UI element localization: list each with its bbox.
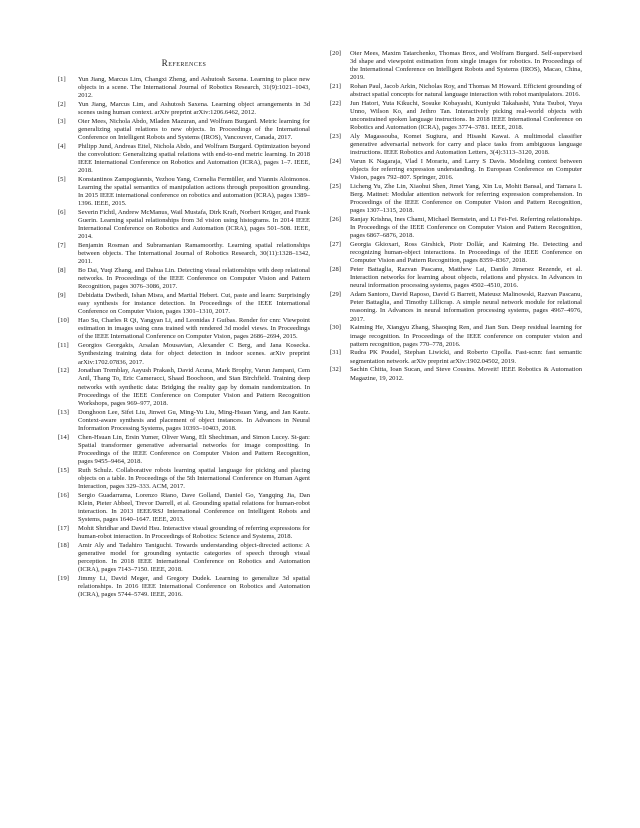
reference-entry	[330, 100, 582, 132]
reference-entry	[330, 241, 582, 265]
reference-text: Varun K Nagaraja, Vlad I Morariu, and Larry S Davis. Modeling context between objects for referring expression understanding. In European Conference on Computer Vision, pages 792–807. Springer, 2016.	[350, 158, 582, 182]
reference-entry	[58, 292, 310, 316]
reference-text: Ruth Schulz. Collaborative robots learning spatial language for picking and placing objects on a table. In Proceedings of the 5th International Conference on Human Agent Interaction, pages 329–333. ACM, 2017.	[78, 466, 310, 490]
reference-text: Ranjay Krishna, Ines Chami, Michael Bernstein, and Li Fei-Fei. Referring relationships. In Proceedings of the IEEE Conference on Computer Vision and Pattern Recognition, pages 6867–6876, 2018.	[350, 216, 582, 240]
reference-entry	[58, 492, 310, 524]
reference-entry	[330, 366, 582, 382]
reference-entry	[58, 542, 310, 574]
reference-text: Rudra PK Poudel, Stephan Liwicki, and Roberto Cipolla. Fast-scnn: fast semantic segmentation network. arXiv preprint arXiv:1902.04502, 2019.	[350, 349, 582, 365]
reference-entry	[330, 324, 582, 348]
reference-entry	[58, 76, 310, 100]
reference-number: [24]	[330, 158, 341, 166]
reference-number: [29]	[330, 291, 341, 299]
reference-text: Konstantinos Zampogiannis, Yezhou Yang, Cornelia Fermüller, and Yiannis Aloimonos. Learning the spatial semantics of manipulation actions through preposition grounding. In 2015 IEEE international conference on robotics and automation (ICRA), pages 1389–1396. IEEE, 2015.	[78, 176, 310, 208]
reference-text: Mohit Shridhar and David Hsu. Interactive visual grounding of referring expressions for human-robot interaction. In Proceedings of Robotics: Science and Systems, 2018.	[78, 524, 310, 540]
references-heading: References	[161, 58, 207, 68]
reference-text: Georgios Georgakis, Arsalan Mousavian, Alexander C Berg, and Jana Kosecka. Synthesizing training data for object detection in indoor scenes. arXiv preprint arXiv:1702.07836, 2017.	[78, 342, 310, 366]
reference-number: [18]	[58, 541, 69, 549]
reference-number: [17]	[58, 524, 69, 532]
reference-number: [19]	[58, 574, 69, 582]
reference-number: [9]	[58, 292, 66, 300]
reference-number: [23]	[330, 133, 341, 141]
reference-number: [2]	[58, 101, 66, 109]
reference-text: Yun Jiang, Marcus Lim, and Ashutosh Saxena. Learning object arrangements in 3d scenes using human context. arXiv preprint arXiv:1206.6462, 2012.	[78, 101, 310, 117]
reference-text: Debidatta Dwibedi, Ishan Misra, and Martial Hebert. Cut, paste and learn: Surprisingly easy synthesis for instance detection. In Proceedings of the IEEE International Conference on Computer Vision, pages 1301–1310, 2017.	[78, 292, 310, 316]
reference-entry	[58, 467, 310, 491]
reference-text: Jimmy Li, David Meger, and Gregory Dudek. Learning to generalize 3d spatial relationships. In 2016 IEEE International Conference on Robotics and Automation (ICRA), pages 5744–5749. IEEE, 2016.	[78, 574, 310, 598]
reference-entry	[330, 133, 582, 157]
reference-entry	[58, 267, 310, 291]
reference-entry	[58, 342, 310, 366]
reference-number: [12]	[58, 367, 69, 375]
reference-entry	[330, 158, 582, 182]
reference-text: Yun Jiang, Marcus Lim, Changxi Zheng, and Ashutosh Saxena. Learning to place new objects in a scene. The International Journal of Robotics Research, 31(9):1021–1043, 2012.	[78, 76, 310, 100]
reference-entry	[330, 291, 582, 323]
reference-text: Kaiming He, Xiangyu Zhang, Shaoqing Ren, and Jian Sun. Deep residual learning for image recognition. In Proceedings of the IEEE conference on computer vision and pattern recognition, pages 770–778, 2016.	[350, 324, 582, 348]
reference-text: Oier Mees, Nichola Abdo, Mladen Mazuran, and Wolfram Burgard. Metric learning for generalizing spatial relations to new objects. In Proceedings of the International Conference on Intelligent Robots and Systems (IROS), Vancouver, Canada, 2017.	[78, 118, 310, 142]
reference-number: [16]	[58, 491, 69, 499]
reference-text: Licheng Yu, Zhe Lin, Xiaohui Shen, Jimei Yang, Xin Lu, Mohit Bansal, and Tamara L Berg. Mattnet: Modular attention network for referring expression comprehension. In Proceedings of the IEEE Conference on Computer Vision and Pattern Recognition, pages 1307–1315, 2018.	[350, 183, 582, 215]
reference-text: Jun Hatori, Yuta Kikuchi, Sosuke Kobayashi, Kuniyuki Takahashi, Yuta Tsuboi, Yuya Unno, Wilson Ko, and Jethro Tan. Interactively picking real-world objects with unconstrained spoken language instructions. In 2018 IEEE International Conference on Robotics and Automation (ICRA), pages 3774–3781. IEEE, 2018.	[350, 100, 582, 132]
reference-text: Donghoon Lee, Sifei Liu, Jinwei Gu, Ming-Yu Liu, Ming-Hsuan Yang, and Jan Kautz. Context-aware synthesis and placement of object instances. In Advances in Neural Information Processing Systems, pages 10393–10403, 2018.	[78, 408, 310, 432]
reference-number: [22]	[330, 100, 341, 108]
reference-text: Rohan Paul, Jacob Arkin, Nicholas Roy, and Thomas M Howard. Efficient grounding of abstract spatial concepts for natural language interaction with robot manipulators. 2016.	[350, 83, 582, 99]
reference-number: [20]	[330, 50, 341, 57]
reference-entry	[58, 525, 310, 541]
reference-entry	[58, 143, 310, 175]
reference-text: Severin Fichtl, Andrew McManus, Wail Mustafa, Dirk Kraft, Norbert Krüger, and Frank Guerin. Learning spatial relationships from 3d vision using histograms. In 2014 IEEE International Conference on Robotics and Automation (ICRA), pages 501–508. IEEE, 2014.	[78, 209, 310, 241]
reference-entry	[58, 176, 310, 208]
reference-entry	[330, 349, 582, 365]
reference-text: Sachin Chitta, Ioan Sucan, and Steve Cousins. Moveit! IEEE Robotics & Automation Magazine, 19, 2012.	[350, 366, 582, 382]
reference-entry	[58, 575, 310, 599]
reference-number: [28]	[330, 266, 341, 274]
reference-text: Benjamin Rosman and Subramanian Ramamoorthy. Learning spatial relationships between objects. The International Journal of Robotics Research, 30(11):1328–1342, 2011.	[78, 242, 310, 266]
right-column	[330, 50, 582, 383]
reference-text: Peter Battaglia, Razvan Pascanu, Matthew Lai, Danilo Jimenez Rezende, et al. Interaction networks for learning about objects, relations and physics. In Advances in neural information processing systems, pages 4502–4510, 2016.	[350, 266, 582, 290]
reference-entry	[58, 409, 310, 433]
reference-number: [31]	[330, 349, 341, 357]
reference-entry	[58, 317, 310, 341]
reference-number: [11]	[58, 342, 69, 350]
reference-number: [13]	[58, 408, 69, 416]
reference-number: [15]	[58, 466, 69, 474]
reference-text: Philipp Jund, Andreas Eitel, Nichola Abdo, and Wolfram Burgard. Optimization beyond the convolution: Generalizing spatial relations with end-to-end metric learning. In 2018 IEEE International Conference on Robotics and Automation (ICRA), pages 1–7. IEEE, 2018.	[78, 143, 310, 175]
reference-number: [8]	[58, 267, 66, 275]
reference-entry	[58, 434, 310, 466]
reference-number: [21]	[330, 83, 341, 91]
reference-text: Chen-Hsuan Lin, Ersin Yumer, Oliver Wang, Eli Shechtman, and Simon Lucey. St-gan: Spatial transformer generative adversarial networks for image compositing. In Proceedings of the IEEE Conference on Computer Vision and Pattern Recognition, pages 9455–9464, 2018.	[78, 433, 310, 465]
reference-number: [4]	[58, 143, 66, 151]
reference-number: [5]	[58, 176, 66, 184]
reference-entry	[58, 101, 310, 117]
reference-text: Sergio Guadarrama, Lorenzo Riano, Dave Golland, Daniel Go, Yangqing Jia, Dan Klein, Pieter Abbeel, Trevor Darrell, et al. Grounding spatial relations for human-robot interaction. In 2013 IEEE/RSJ International Conference on Intelligent Robots and Systems, pages 1640–1647. IEEE, 2013.	[78, 491, 310, 523]
reference-number: [3]	[58, 118, 66, 126]
reference-text: Hao Su, Charles R Qi, Yangyan Li, and Leonidas J Guibas. Render for cnn: Viewpoint estimation in images using cnns trained with rendered 3d model views. In Proceedings of the IEEE International Conference on Computer Vision, pages 2686–2694, 2015.	[78, 317, 310, 341]
reference-text: Jonathan Tremblay, Aayush Prakash, David Acuna, Mark Brophy, Varun Jampani, Cem Anil, Thang To, Eric Cameracci, Shaad Boochoon, and Stan Birchfield. Training deep networks with synthetic data: Bridging the reality gap by domain randomization. In Proceedings of the IEEE Conference on Computer Vision and Pattern Recognition Workshops, pages 969–977, 2018.	[78, 367, 310, 407]
reference-text: Adam Santoro, David Raposo, David G Barrett, Mateusz Malinowski, Razvan Pascanu, Peter Battaglia, and Timothy Lillicrap. A simple neural network module for relational reasoning. In Advances in neural information processing systems, pages 4967–4976, 2017.	[350, 291, 582, 323]
reference-number: [7]	[58, 242, 66, 250]
reference-number: [30]	[330, 324, 341, 332]
reference-number: [25]	[330, 183, 341, 191]
reference-number: [10]	[58, 317, 69, 325]
reference-number: [14]	[58, 433, 69, 441]
reference-entry	[58, 209, 310, 241]
reference-number: [26]	[330, 216, 341, 224]
reference-text: Amir Aly and Tadahiro Taniguchi. Towards understanding object-directed actions: A generative model for grounding syntactic categories of speech through visual perception. In 2018 IEEE International Conference on Robotics and Automation (ICRA), pages 7143–7150. IEEE, 2018.	[78, 541, 310, 573]
reference-text: Aly Magassouba, Komei Sugiura, and Hisashi Kawai. A multimodal classifier generative adversarial network for carry and place tasks from ambiguous language instructions. IEEE Robotics and Automation Letters, 3(4):3113–3120, 2018.	[350, 133, 582, 157]
reference-entry	[58, 367, 310, 407]
reference-number: [32]	[330, 366, 341, 374]
reference-entry	[330, 216, 582, 240]
reference-entry	[330, 266, 582, 290]
reference-entry	[330, 50, 582, 82]
reference-entry	[330, 183, 582, 215]
reference-number: [27]	[330, 241, 341, 249]
reference-text: Bo Dai, Yuqi Zhang, and Dahua Lin. Detecting visual relationships with deep relational networks. In Proceedings of the IEEE Conference on Computer Vision and Pattern Recognition, pages 3076–3086, 2017.	[78, 267, 310, 291]
reference-entry	[330, 83, 582, 99]
reference-text: Oier Mees, Maxim Tatarchenko, Thomas Brox, and Wolfram Burgard. Self-supervised 3d shape and viewpoint estimation from single images for robotics. In Proceedings of the International Conference on Intelligent Robots and Systems (IROS), Macao, China, 2019.	[350, 50, 582, 82]
reference-entry	[58, 242, 310, 266]
reference-number: [1]	[58, 76, 66, 83]
reference-entry	[58, 118, 310, 142]
reference-text: Georgia Gkioxari, Ross Girshick, Piotr Dollár, and Kaiming He. Detecting and recognizing human-object interactions. In Proceedings of the IEEE Conference on Computer Vision and Pattern Recognition, pages 8359–8367, 2018.	[350, 241, 582, 265]
reference-number: [6]	[58, 209, 66, 217]
left-column	[58, 76, 310, 600]
